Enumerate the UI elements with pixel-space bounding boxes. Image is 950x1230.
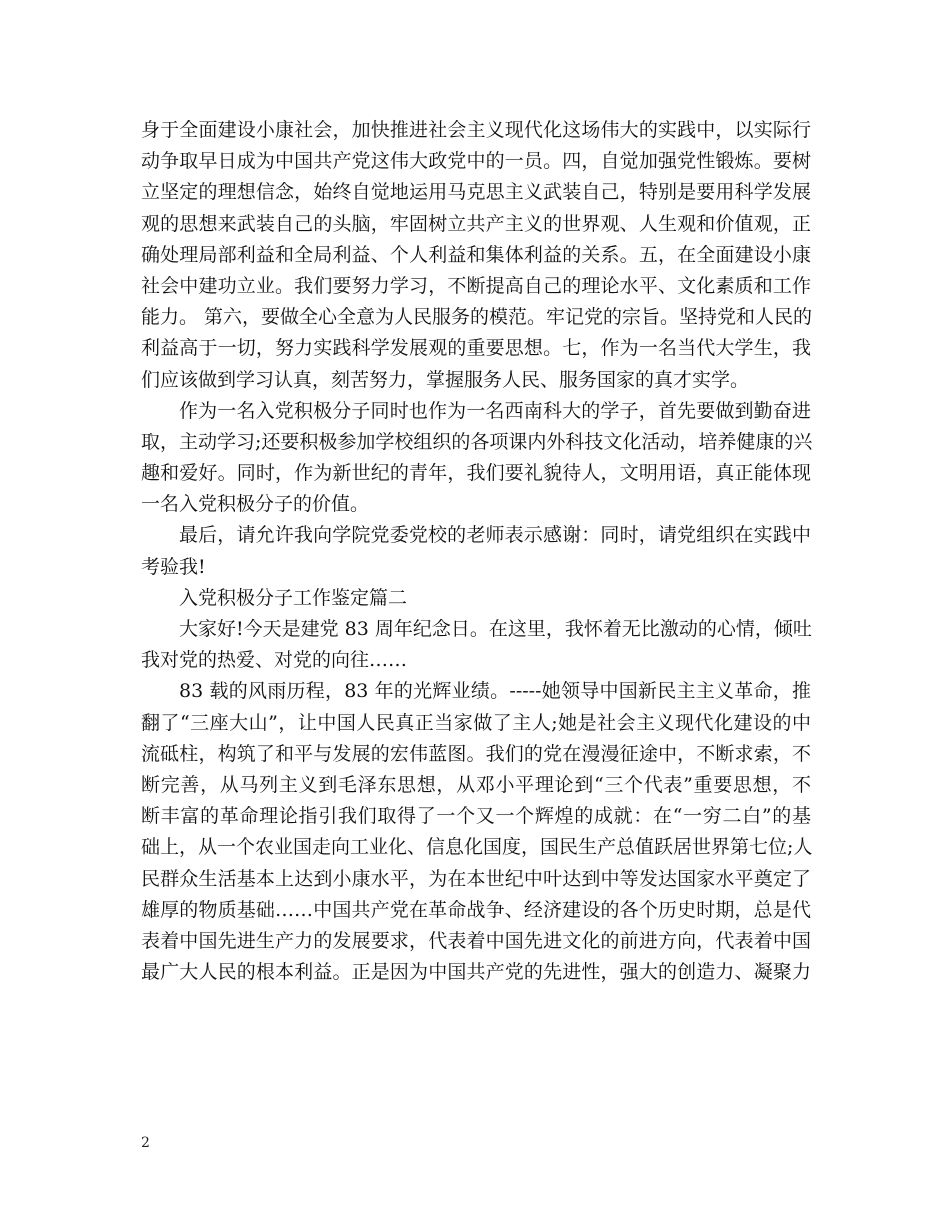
text-line: 雄厚的物质基础……中国共产党在革命战争、经济建设的各个历史时期，总是代 <box>141 898 811 921</box>
body-text <box>141 115 811 988</box>
text-line: 考验我! <box>141 555 206 578</box>
text-line: 观的思想来武装自己的头脑，牢固树立共产主义的世界观、人生观和价值观，正 <box>141 212 811 235</box>
text-line: 我对党的热爱、对党的向往…… <box>141 649 408 672</box>
text-line: 最后，请允许我向学院党委党校的老师表示感谢：同时，请党组织在实践中 <box>179 524 811 547</box>
text-line: 趣和爱好。同时，作为新世纪的青年，我们要礼貌待人，文明用语，真正能体现 <box>141 462 811 485</box>
text-line: 83 载的风雨历程，83 年的光辉业绩。-----她领导中国新民主主义革命，推 <box>179 680 811 703</box>
text-line: 础上，从一个农业国走向工业化、信息化国度，国民生产总值跃居世界第七位;人 <box>141 836 813 859</box>
text-line: 能力。 第六，要做全心全意为人民服务的模范。牢记党的宗旨。坚持党和人民的 <box>141 306 813 329</box>
text-line: 社会中建功立业。我们要努力学习，不断提高自己的理论水平、文化素质和工作 <box>141 274 811 297</box>
text-line: 最广大人民的根本利益。正是因为中国共产党的先进性，强大的创造力、凝聚力 <box>141 961 811 984</box>
text-line: 取，主动学习;还要积极参加学校组织的各项课内外科技文化活动，培养健康的兴 <box>141 430 813 453</box>
text-line: 表着中国先进生产力的发展要求，代表着中国先进文化的前进方向，代表着中国 <box>141 929 811 952</box>
text-line: 利益高于一切，努力实践科学发展观的重要思想。七，作为一名当代大学生，我 <box>141 337 811 360</box>
text-line: 断丰富的革命理论指引我们取得了一个又一个辉煌的成就：在“一穷二白”的基 <box>141 805 811 828</box>
text-line: 断完善，从马列主义到毛泽东思想，从邓小平理论到“三个代表”重要思想，不 <box>141 773 811 796</box>
text-line: 翻了“三座大山”，让中国人民真正当家做了主人;她是社会主义现代化建设的中 <box>141 711 811 734</box>
text-line: 身于全面建设小康社会，加快推进社会主义现代化这场伟大的实践中，以实际行 <box>141 119 811 141</box>
text-line: 确处理局部利益和全局利益、个人利益和集体利益的关系。五，在全面建设小康 <box>141 243 811 266</box>
text-line: 民群众生活基本上达到小康水平，为在本世纪中叶达到中等发达国家水平奠定了 <box>141 867 811 890</box>
section-heading: 入党积极分子工作鉴定篇二 <box>179 586 408 609</box>
text-line: 们应该做到学习认真，刻苦努力，掌握服务人民、服务国家的真才实学。 <box>141 368 750 391</box>
text-line: 流砥柱，构筑了和平与发展的宏伟蓝图。我们的党在漫漫征途中，不断求索，不 <box>141 742 811 765</box>
text-line: 大家好!今天是建党 83 周年纪念日。在这里，我怀着无比激动的心情，倾吐 <box>179 618 812 640</box>
text-line: 一名入党积极分子的价值。 <box>141 493 370 516</box>
text-line: 立坚定的理想信念，始终自觉地运用马克思主义武装自己，特别是要用科学发展 <box>141 181 811 204</box>
text-line: 动争取早日成为中国共产党这伟大政党中的一员。四，自觉加强党性锻炼。要树 <box>141 150 811 173</box>
page-number: 2 <box>141 1135 150 1151</box>
text-line: 作为一名入党积极分子同时也作为一名西南科大的学子，首先要做到勤奋进 <box>179 399 811 422</box>
